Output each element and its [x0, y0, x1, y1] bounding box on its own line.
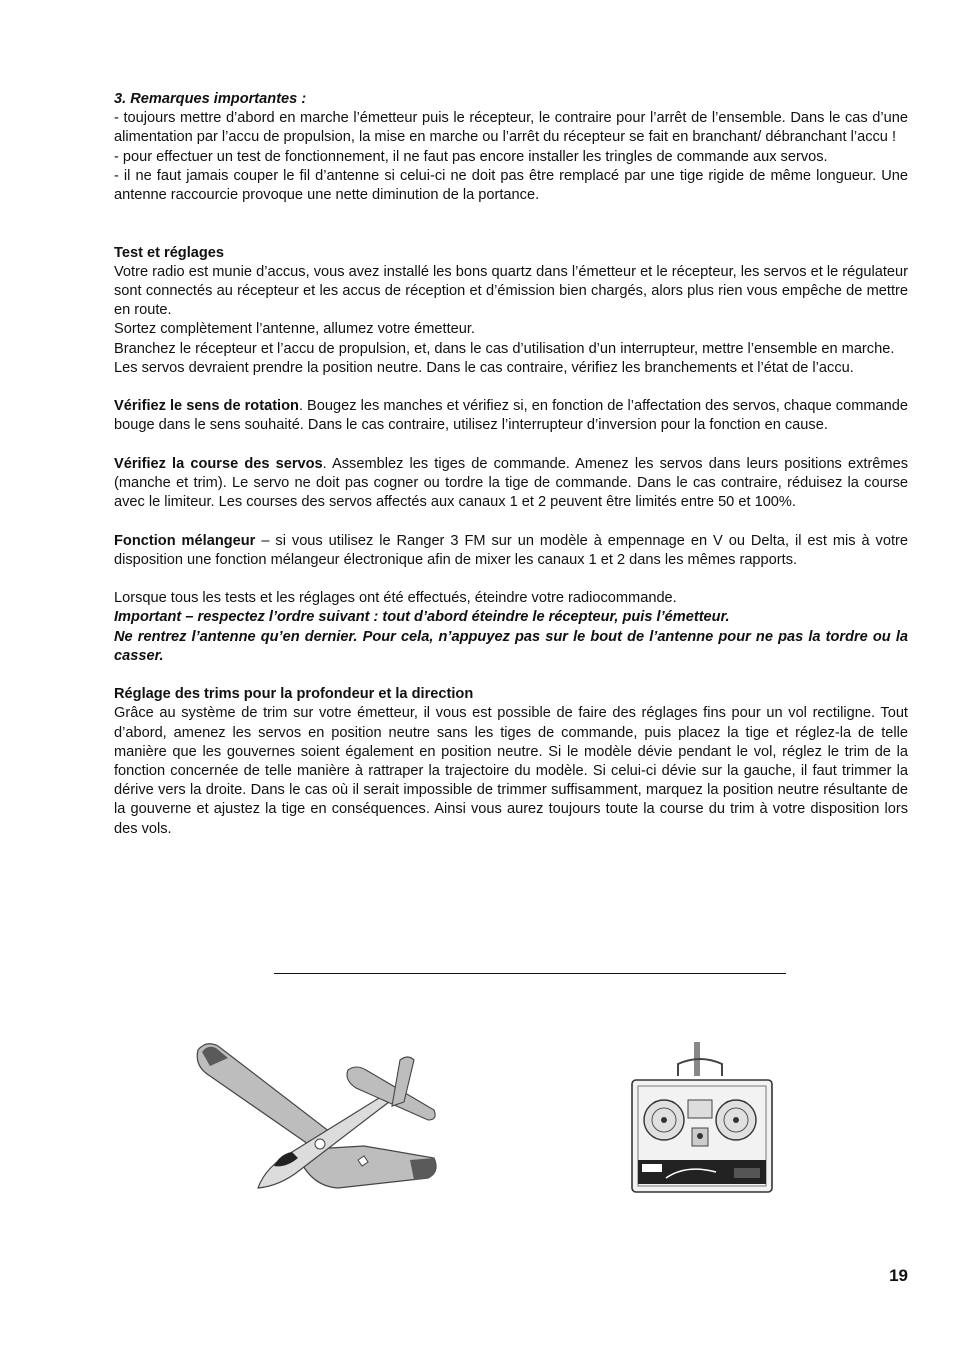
- rotation-label: Vérifiez le sens de rotation: [114, 398, 299, 415]
- paragraph-mixer: [114, 532, 908, 570]
- course-text: . Assemblez les tiges de commande. Amenez les servos dans leurs positions extrêmes (manche et trim). Le servo ne doit pas cogner ou tordre la tige de commande. Dans le cas contraire, réduisez la course avec le limiteur. Les courses des servos affectés aux canaux 1 et 2 peuvent être limités entre 50 et 100%.: [114, 455, 908, 511]
- airplane-illustration-icon: [188, 1036, 444, 1196]
- radio-transmitter-illustration-icon: [622, 1040, 778, 1196]
- antenna-notice: Ne rentrez l’antenne qu’en dernier. Pour cela, n’appuyez pas sur le bout de l’antenne pour ne pas la tordre ou la casser.: [114, 628, 908, 664]
- course-label: Vérifiez la course des servos: [114, 455, 323, 472]
- paragraph-course: [114, 455, 908, 513]
- paragraph: Branchez le récepteur et l’accu de propulsion, et, dans le cas d’utilisation d’un interrupteur, mettre l’ensemble en marche.: [114, 340, 895, 357]
- horizontal-divider: [274, 973, 786, 974]
- remark-item: - pour effectuer un test de fonctionnement, il ne faut pas encore installer les tringles de commande aux servos.: [114, 148, 828, 165]
- section-heading-test: Test et réglages: [114, 244, 225, 261]
- paragraph: Votre radio est munie d’accus, vous avez installé les bons quartz dans l’émetteur et le récepteur, les servos et le régulateur sont connectés au récepteur et les accus de réception et d’émission bien chargés, alors plus rien vous empêche de mettre en route.: [114, 263, 908, 319]
- remark-item: - toujours mettre d’abord en marche l’émetteur puis le récepteur, le contraire pour l’arrêt de l’ensemble. Dans le cas d’une alimentation par l’accu de propulsion, la mise en marche ou l’arrêt du récepteur se fait en branchant/ débranchant l’accu !: [114, 110, 908, 146]
- paragraph: Sortez complètement l’antenne, allumez votre émetteur.: [114, 321, 475, 338]
- remark-item: - il ne faut jamais couper le fil d’antenne si celui-ci ne doit pas être remplacé par une tige rigide de même longueur. Une antenne raccourcie provoque une nette diminution de la portance.: [114, 167, 908, 204]
- paragraph: Les servos devraient prendre la position neutre. Dans le cas contraire, vérifiez les branchements et l’état de l’accu.: [114, 359, 854, 376]
- paragraph-trims: Grâce au système de trim sur votre émetteur, il vous est possible de faire des réglages fins pour un vol rectiligne. Tout d’abord, amenez les servos en position neutre sans les tiges de commande, puis placez la tige et réglez-la de telle manière que les gouvernes soient également en position neutre. Si le modèle dévie pendant le vol, réglez le trim de la fonction concernée de telle manière à rattraper la trajectoire du modèle. Si celui-ci dévie sur la gauche, il faut trimmer la dérive vers la droite. Dans le cas où il serait impossible de trimmer suffisamment, marquez la position neutre résultante de la gouverne et ajustez la tige en conséquences. Ainsi vous aurez toujours toute la course du trim à votre disposition lors des vols.: [114, 705, 908, 837]
- mixer-text: – si vous utilisez le Ranger 3 FM sur un modèle à empennage en V ou Delta, il est mis à votre disposition une fonction mélangeur électronique afin de mixer les canaux 1 et 2 dans les mêmes rapports.: [114, 532, 908, 568]
- section-heading-remarks: 3. Remarques importantes :: [114, 91, 307, 107]
- important-notice: Important – respectez l’ordre suivant : tout d’abord éteindre le récepteur, puis l’émetteur.: [114, 609, 730, 626]
- paragraph-shutdown: Lorsque tous les tests et les réglages ont été effectués, éteindre votre radiocommande.: [114, 590, 677, 607]
- mixer-label: Fonction mélangeur: [114, 532, 256, 549]
- section-heading-trims: Réglage des trims pour la profondeur et la direction: [114, 686, 474, 703]
- rotation-text: . Bougez les manches et vérifiez si, en fonction de l’affectation des servos, chaque commande bouge dans le sens souhaité. Dans le cas contraire, utilisez l’interrupteur d’inversion pour la fonction en cause.: [114, 398, 908, 434]
- page-text: [114, 90, 908, 839]
- page-number: 19: [889, 1266, 908, 1285]
- paragraph-rotation: [114, 397, 908, 435]
